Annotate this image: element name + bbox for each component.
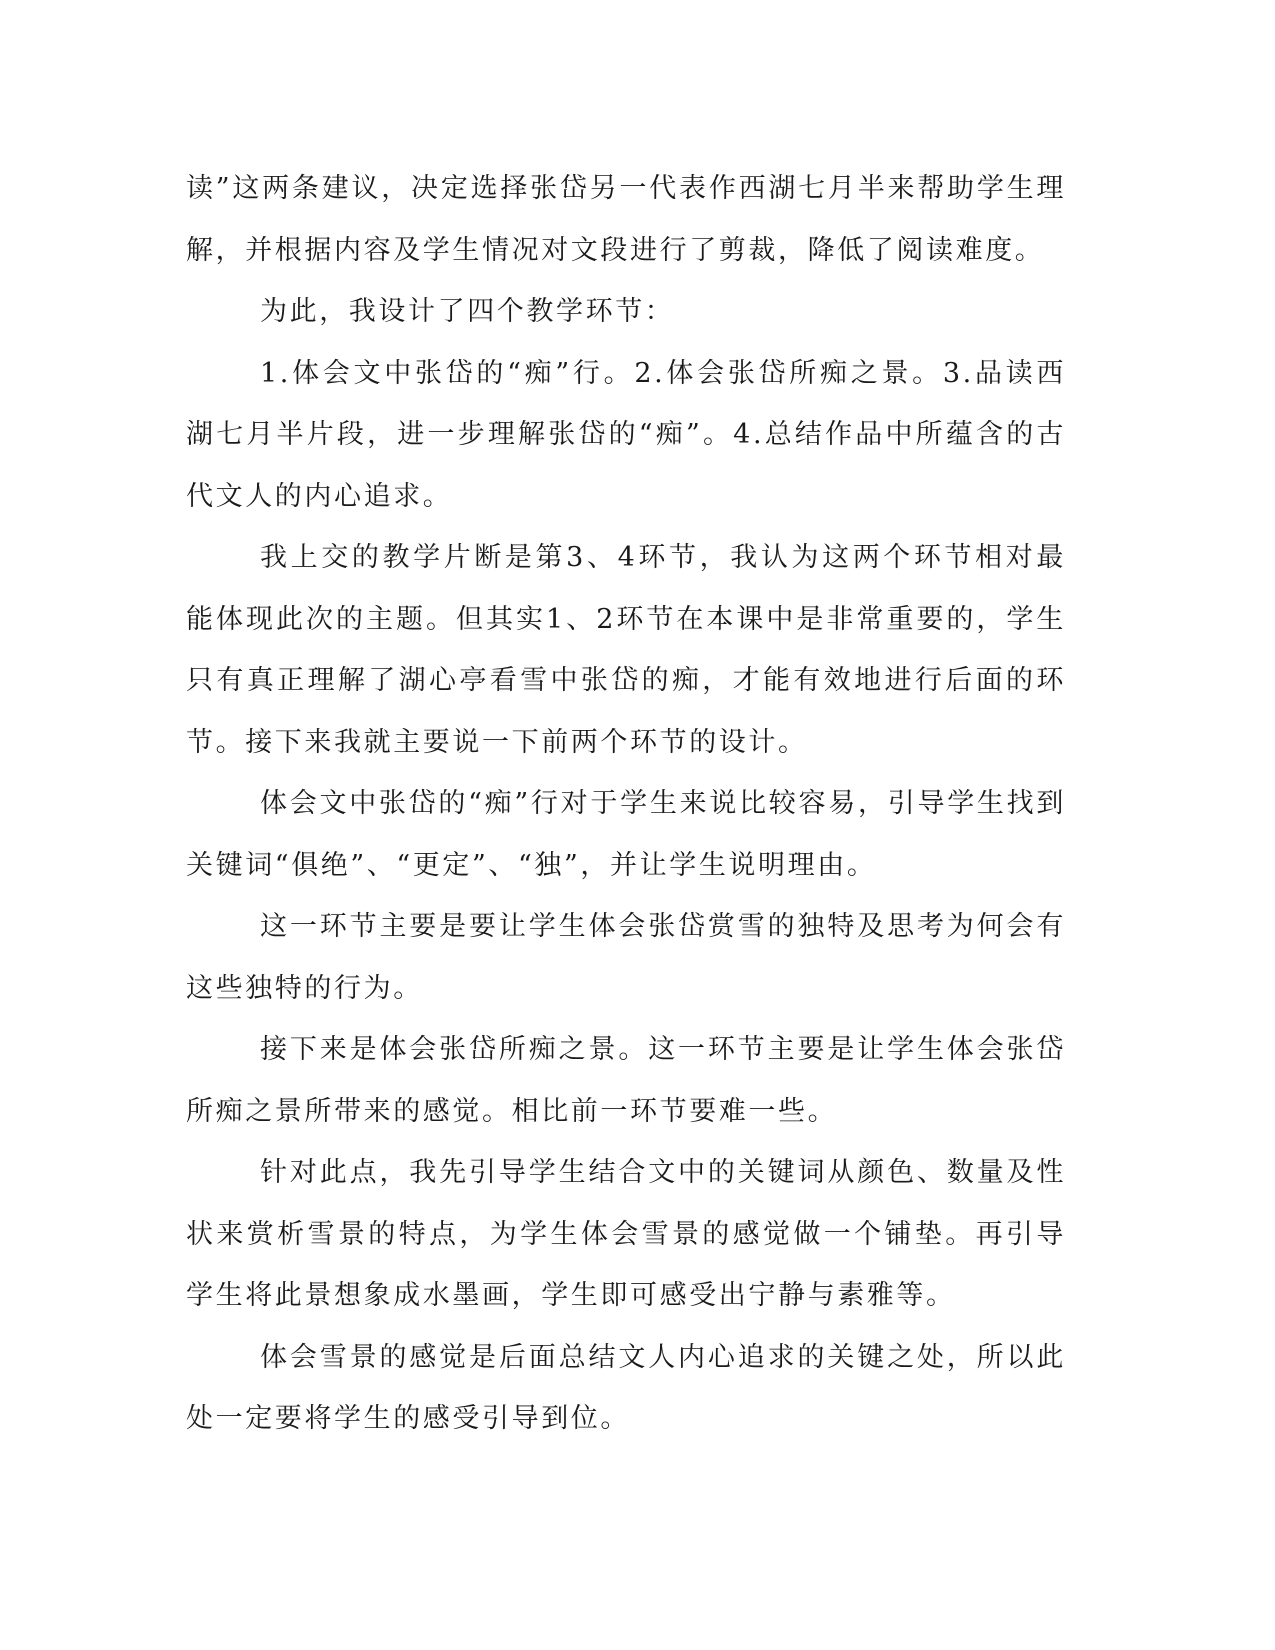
body-text [186, 158, 1066, 1450]
paragraph-1: 读”这两条建议，决定选择张岱另一代表作西湖七月半来帮助学生理解，并根据内容及学生情况对文段进行了剪裁，降低了阅读难度。 [186, 173, 1066, 266]
paragraph-6: 这一环节主要是要让学生体会张岱赏雪的独特及思考为何会有这些独特的行为。 [186, 911, 1066, 1004]
paragraph-3: 1.体会文中张岱的“痴”行。2.体会张岱所痴之景。3.品读西湖七月半片段，进一步理解张岱的“痴”。4.总结作品中所蕴含的古代文人的内心追求。 [186, 357, 1066, 512]
paragraph-8: 针对此点，我先引导学生结合文中的关键词从颜色、数量及性状来赏析雪景的特点，为学生体会雪景的感觉做一个铺垫。再引导学生将此景想象成水墨画，学生即可感受出宁静与素雅等。 [186, 1157, 1066, 1311]
paragraph-9: 体会雪景的感觉是后面总结文人内心追求的关键之处，所以此处一定要将学生的感受引导到位。 [186, 1341, 1066, 1434]
paragraph-4: 我上交的教学片断是第3、4环节，我认为这两个环节相对最能体现此次的主题。但其实1、2环节在本课中是非常重要的，学生只有真正理解了湖心亭看雪中张岱的痴，才能有效地进行后面的环节。接下来我就主要说一下前两个环节的设计。 [186, 542, 1066, 758]
paragraph-7: 接下来是体会张岱所痴之景。这一环节主要是让学生体会张岱所痴之景所带来的感觉。相比前一环节要难一些。 [186, 1034, 1066, 1127]
paragraph-2: 为此，我设计了四个教学环节： [260, 296, 675, 327]
paragraph-5: 体会文中张岱的“痴”行对于学生来说比较容易，引导学生找到关键词“俱绝”、“更定”、“独”，并让学生说明理由。 [186, 788, 1066, 881]
